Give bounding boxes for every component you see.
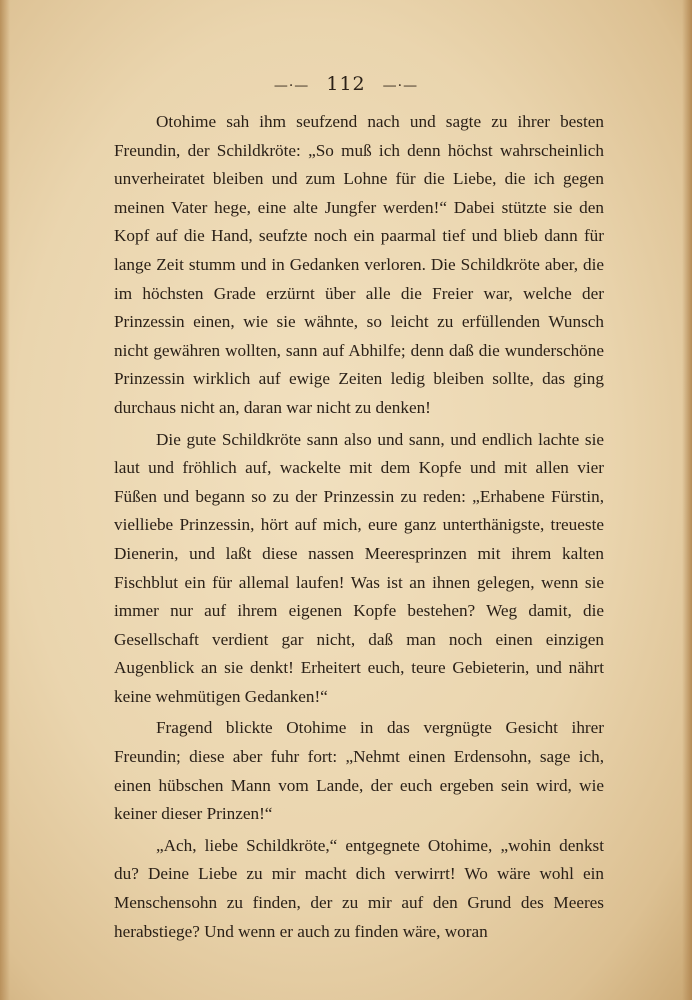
paragraph: Die gute Schildkröte sann also und sann, und endlich lachte sie laut und fröhlich auf, wackelte mit dem Kopfe und mit allen vier Füßen und begann so zu der Prinzessin zu reden: „Erhabene Fürstin, vielliebe Prinzessin, hört auf mich, eure ganz unterthänigste, treueste Dienerin, und laßt diese nassen Meeresprinzen mit ihrem kalten Fischblut ein für allemal laufen! Was ist an ihnen gelegen, wenn sie immer nur auf ihrem eigenen Kopfe bestehen? Weg damit, die Gesellschaft verdient gar nicht, daß man noch einen einzigen Augenblick an sie denkt! Erheitert euch, teure Gebieterin, und nährt keine wehmütigen Gedanken!“ <box>114 429 604 706</box>
page-header <box>0 72 692 98</box>
header-ornament-left: —·— <box>273 78 310 94</box>
page-edge-right <box>682 0 692 1000</box>
body-text <box>114 108 604 946</box>
paragraph: Fragend blickte Otohime in das vergnügte Gesicht ihrer Freundin; diese aber fuhr fort: „Nehmt einen Erdensohn, sage ich, einen hübschen Mann vom Lande, der euch ergeben sein wird, wie keiner dieser Prinzen!“ <box>114 718 604 824</box>
paragraph: Otohime sah ihm seufzend nach und sagte zu ihrer besten Freundin, der Schildkröte: „So muß ich denn höchst wahrscheinlich unverheiratet bleiben und zum Lohne für die Liebe, die ich gegen meinen Vater hege, eine alte Jungfer werden!“ Dabei stützte sie den Kopf auf die Hand, seufzte noch ein paarmal tief und blieb dann für lange Zeit stumm und in Gedanken verloren. Die Schildkröte aber, die im höchsten Grade erzürnt über alle die Freier war, welche der Prinzessin einen, wie sie wähnte, so leicht zu erfüllenden Wunsch nicht gewähren wollten, sann auf Abhilfe; denn daß die wunderschöne Prinzessin wirklich auf ewige Zeiten ledig bleiben sollte, das ging durchaus nicht an, daran war nicht zu denken! <box>114 112 604 417</box>
page-edge-left <box>0 0 10 1000</box>
paragraph: „Ach, liebe Schildkröte,“ entgegnete Otohime, „wohin denkst du? Deine Liebe zu mir macht dich verwirrt! Wo wäre wohl ein Menschensohn zu finden, der zu mir auf den Grund des Meeres herabstiege? Und wenn er auch zu finden wäre, woran <box>114 835 604 941</box>
header-ornament-right: —·— <box>382 78 419 94</box>
page-number: 112 <box>326 73 366 95</box>
